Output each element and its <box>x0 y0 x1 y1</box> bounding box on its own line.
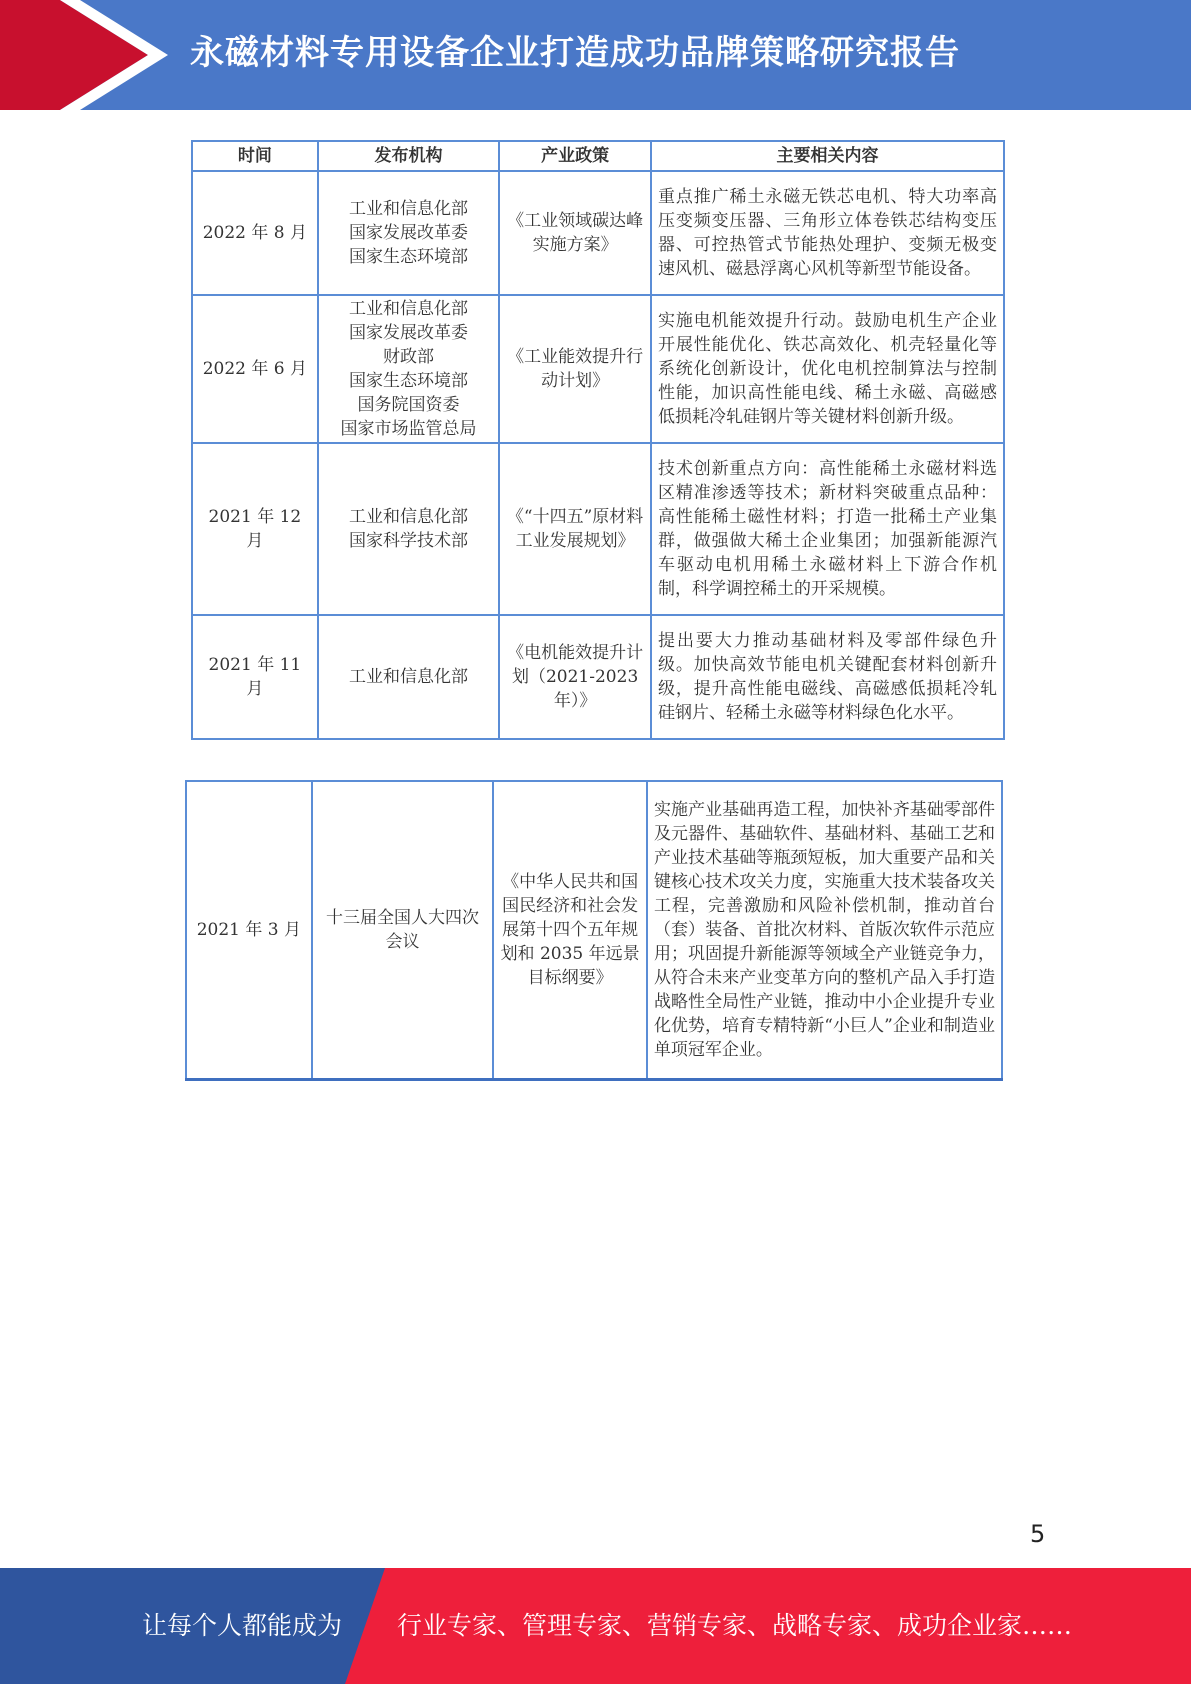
table-row <box>192 171 1004 295</box>
footer-slogan-right: 行业专家、管理专家、营销专家、战略专家、成功企业家…… <box>397 1611 1073 1640</box>
cell-policy: 《中华人民共和国国民经济和社会发展第十四个五年规划和 2035 年远景目标纲要》 <box>493 781 647 1079</box>
red-chevron-icon <box>0 0 200 110</box>
cell-time: 2021 年 11 月 <box>192 615 318 739</box>
page-number: 5 <box>1030 1520 1046 1548</box>
cell-org: 工业和信息化部 <box>318 615 499 739</box>
cell-policy: 《“十四五”原材料工业发展规划》 <box>499 443 651 615</box>
cell-policy: 《工业领域碳达峰实施方案》 <box>499 171 651 295</box>
cell-policy: 《电机能效提升计划（2021-2023 年）》 <box>499 615 651 739</box>
cell-content: 实施电机能效提升行动。鼓励电机生产企业开展性能优化、铁芯高效化、机壳轻量化等系统化创新设计，优化电机控制算法与控制性能，加识高性能电线、稀土永磁、高磁感低损耗冷轧硅钢片等关键材料创新升级。 <box>651 295 1004 443</box>
cell-time: 2022 年 6 月 <box>192 295 318 443</box>
cell-content: 重点推广稀土永磁无铁芯电机、特大功率高压变频变压器、三角形立体卷铁芯结构变压器、可控热管式节能热处理护、变频无极变速风机、磁悬浮离心风机等新型节能设备。 <box>651 171 1004 295</box>
footer-slogan-left: 让每个人都能成为 <box>142 1611 343 1640</box>
column-header-policy: 产业政策 <box>499 141 651 171</box>
cell-time: 2021 年 3 月 <box>186 781 312 1079</box>
table-header-row <box>192 141 1004 171</box>
cell-policy: 《工业能效提升行动计划》 <box>499 295 651 443</box>
table-row <box>192 443 1004 615</box>
cell-content: 实施产业基础再造工程，加快补齐基础零部件及元器件、基础软件、基础材料、基础工艺和产业技术基础等瓶颈短板，加大重要产品和关键核心技术攻关力度，实施重大技术装备攻关工程，完善激励和风险补偿机制，推动首台（套）装备、首批次材料、首版次软件示范应用；巩固提升新能源等领域全产业链竞争力，从符合未来产业变革方向的整机产品入手打造战略性全局性产业链，推动中小企业提升专业化优势，培育专精特新“小巨人”企业和制造业单项冠军企业。 <box>647 781 1002 1079</box>
table-row <box>192 615 1004 739</box>
cell-org: 十三届全国人大四次会议 <box>312 781 494 1079</box>
policy-table <box>191 140 1005 740</box>
policy-table-continued <box>185 780 1003 1081</box>
column-header-content: 主要相关内容 <box>651 141 1004 171</box>
cell-time: 2021 年 12 月 <box>192 443 318 615</box>
column-header-time: 时间 <box>192 141 318 171</box>
report-title: 永磁材料专用设备企业打造成功品牌策略研究报告 <box>190 33 960 73</box>
cell-org: 工业和信息化部 国家科学技术部 <box>318 443 499 615</box>
page-header <box>0 0 1191 110</box>
column-header-org: 发布机构 <box>318 141 499 171</box>
page-footer <box>0 1568 1191 1684</box>
cell-content: 技术创新重点方向：高性能稀土永磁材料选区精准渗透等技术；新材料突破重点品种：高性能稀土磁性材料；打造一批稀土产业集群，做强做大稀土企业集团；加强新能源汽车驱动电机用稀土永磁材料上下游合作机制，科学调控稀土的开采规模。 <box>651 443 1004 615</box>
table-row <box>186 781 1002 1079</box>
cell-org: 工业和信息化部 国家发展改革委 财政部 国家生态环境部 国务院国资委 国家市场监管总局 <box>318 295 499 443</box>
cell-content: 提出要大力推动基础材料及零部件绿色升级。加快高效节能电机关键配套材料创新升级，提升高性能电磁线、高磁感低损耗冷轧硅钢片、轻稀土永磁等材料绿色化水平。 <box>651 615 1004 739</box>
table-row <box>192 295 1004 443</box>
cell-org: 工业和信息化部 国家发展改革委 国家生态环境部 <box>318 171 499 295</box>
cell-time: 2022 年 8 月 <box>192 171 318 295</box>
